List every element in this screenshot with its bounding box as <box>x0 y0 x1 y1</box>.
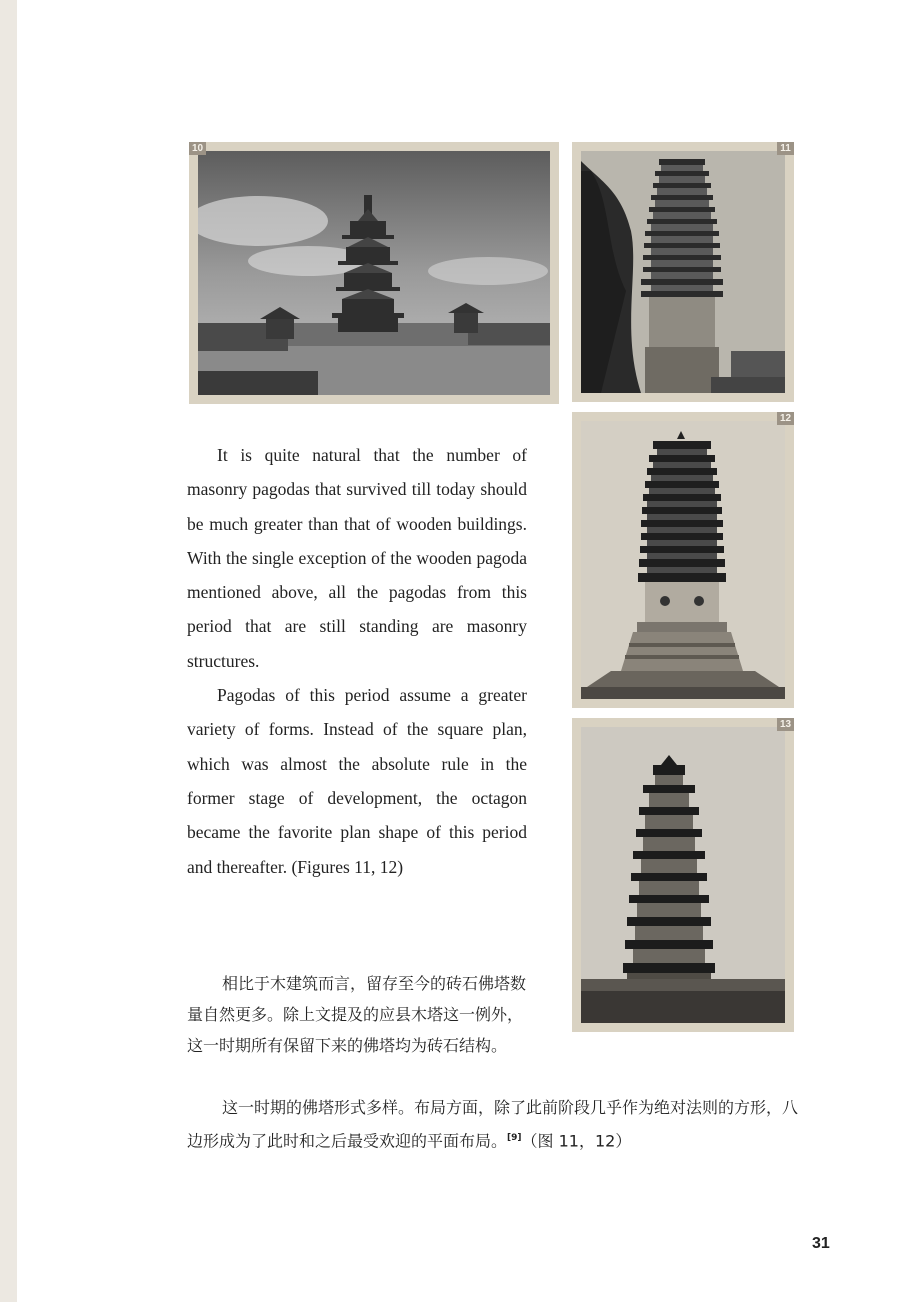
figure-10 <box>189 142 559 404</box>
chinese-paragraph-2-text: 这一时期的佛塔形式多样。布局方面，除了此前阶段几乎作为绝对法则的方形，八边形成为了此时和之后最受欢迎的平面布局。 <box>187 1098 799 1151</box>
english-paragraph-1: It is quite natural that the number of masonry pagodas that survived till today should be much greater than that of wooden buildings. With the single exception of the wooden pagoda mentioned above, all the pagodas from this period that are still standing are masonry structures. <box>187 445 527 671</box>
figure-11 <box>572 142 794 402</box>
figure-13-number: 13 <box>777 718 794 731</box>
figure-10-photo <box>198 151 550 395</box>
english-paragraph-2: Pagodas of this period assume a greater variety of forms. Instead of the square plan, which was almost the absolute rule in the former stage of development, the octagon became the favorite plan shape of this period and thereafter. (Figures 11, 12) <box>187 685 527 877</box>
footnote-marker[interactable]: [9] <box>507 1133 522 1143</box>
chinese-paragraph-2 <box>187 1092 799 1156</box>
chinese-text-2 <box>187 1092 799 1156</box>
chinese-paragraph-1: 相比于木建筑而言，留存至今的砖石佛塔数量自然更多。除上文提及的应县木塔这一例外，这一时期所有保留下来的佛塔均为砖石结构。 <box>187 974 527 1055</box>
figure-reference: （图 11，12） <box>521 1131 632 1151</box>
english-text <box>187 438 527 884</box>
page-number: 31 <box>812 1235 830 1252</box>
figure-12 <box>572 412 794 708</box>
figure-10-number: 10 <box>189 142 206 155</box>
figure-13-photo <box>581 727 785 1023</box>
figure-12-photo <box>581 421 785 699</box>
figure-13 <box>572 718 794 1032</box>
page-edge <box>0 0 17 1302</box>
chinese-text-1 <box>187 968 527 1061</box>
figure-11-number: 11 <box>777 142 794 155</box>
figure-12-number: 12 <box>777 412 794 425</box>
figure-11-photo <box>581 151 785 393</box>
